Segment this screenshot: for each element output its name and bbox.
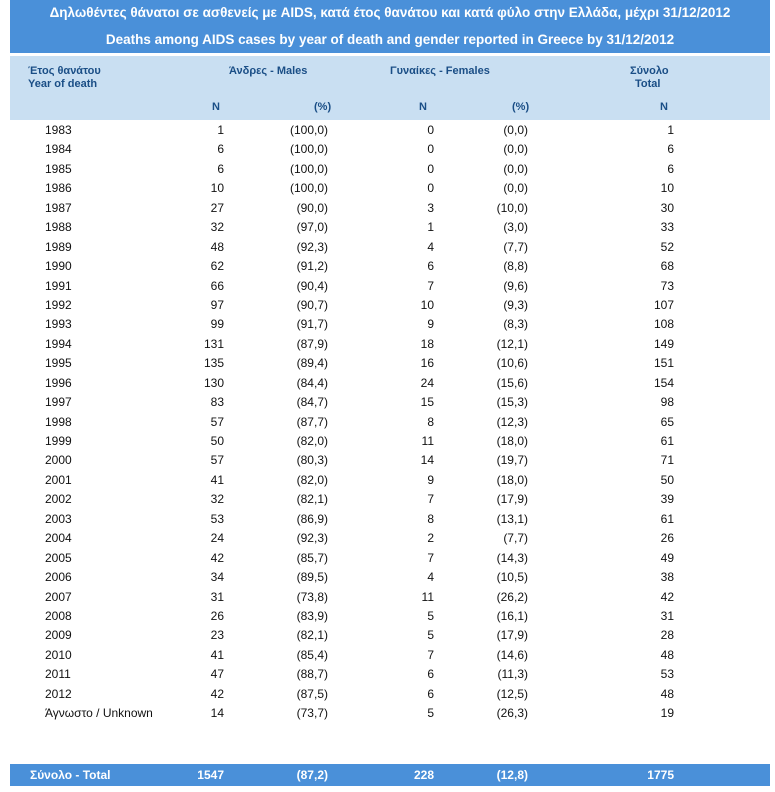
cell-male-n: 26 (210, 608, 224, 623)
table-row (10, 295, 770, 314)
cell-male-n: 42 (210, 686, 224, 701)
cell-male-pct: (84,7) (296, 395, 328, 410)
cell-male-n: 14 (210, 706, 224, 721)
cell-female-pct: (17,9) (496, 628, 528, 643)
cell-total-n: 6 (667, 161, 674, 176)
cell-male-pct: (83,9) (296, 608, 328, 623)
cell-total-n: 48 (660, 647, 674, 662)
cell-male-pct: (100,0) (289, 123, 328, 137)
cell-female-n: 6 (427, 686, 434, 701)
table-row (10, 509, 770, 528)
cell-year: 1984 (45, 142, 72, 157)
cell-male-n: 50 (210, 434, 224, 448)
cell-year: 2009 (45, 628, 72, 643)
cell-year: 1995 (45, 356, 72, 371)
table-row (10, 276, 770, 295)
table-row (10, 198, 770, 217)
cell-male-pct: (92,3) (296, 239, 328, 254)
cell-year: 1997 (45, 395, 72, 410)
cell-male-n: 83 (210, 395, 224, 410)
cell-female-n: 5 (427, 628, 434, 643)
cell-total-n: 61 (660, 511, 674, 526)
cell-male-n: 31 (210, 589, 224, 604)
cell-female-n: 7 (427, 492, 434, 507)
cell-female-pct: (14,3) (496, 550, 528, 565)
cell-male-n: 1 (217, 123, 224, 137)
cell-year: 1998 (45, 414, 72, 429)
header-females: Γυναίκες - Females (390, 65, 490, 77)
cell-female-pct: (9,6) (503, 278, 528, 293)
cell-female-pct: (10,5) (496, 570, 528, 585)
cell-male-pct: (88,7) (296, 667, 328, 682)
cell-female-n: 18 (420, 336, 434, 351)
cell-male-pct: (89,5) (296, 570, 328, 585)
cell-female-pct: (26,2) (496, 589, 528, 604)
table-row (10, 256, 770, 275)
cell-total-n: 68 (660, 259, 674, 274)
table-row (10, 334, 770, 353)
cell-year: 1994 (45, 336, 72, 351)
cell-total-n: 151 (653, 356, 674, 371)
table-row (10, 528, 770, 547)
cell-year: 1987 (45, 200, 72, 215)
cell-female-pct: (8,3) (503, 317, 528, 332)
cell-male-pct: (100,0) (289, 181, 328, 196)
cell-total-n: 49 (660, 550, 674, 565)
table-header (10, 56, 770, 120)
table-row (10, 217, 770, 236)
cell-male-n: 62 (210, 259, 224, 274)
cell-male-n: 32 (210, 492, 224, 507)
header-year-english: Year of death (28, 78, 98, 90)
cell-male-pct: (87,9) (296, 336, 328, 351)
cell-female-n: 14 (420, 453, 434, 468)
total-male-pct: (87,2) (296, 768, 328, 782)
cell-male-n: 131 (203, 336, 224, 351)
cell-year: 1991 (45, 278, 72, 293)
cell-year: Άγνωστο / Unknown (45, 706, 153, 721)
cell-female-n: 5 (427, 706, 434, 721)
cell-year: 2011 (45, 667, 71, 682)
table-row (10, 645, 770, 664)
cell-male-n: 10 (210, 181, 224, 196)
cell-female-pct: (12,3) (496, 414, 528, 429)
cell-female-pct: (7,7) (503, 239, 528, 254)
cell-female-pct: (0,0) (503, 123, 528, 137)
cell-male-pct: (87,5) (296, 686, 328, 701)
table-row (10, 237, 770, 256)
cell-year: 1993 (45, 317, 72, 332)
cell-male-n: 41 (210, 472, 224, 487)
cell-total-n: 61 (660, 434, 674, 448)
cell-total-n: 98 (660, 395, 674, 410)
cell-female-pct: (18,0) (496, 472, 528, 487)
cell-female-n: 9 (427, 472, 434, 487)
cell-female-n: 5 (427, 608, 434, 623)
cell-total-n: 39 (660, 492, 674, 507)
cell-female-pct: (14,6) (496, 647, 528, 662)
cell-total-n: 26 (660, 531, 674, 546)
table-row (10, 703, 770, 722)
cell-male-n: 57 (210, 453, 224, 468)
cell-total-n: 42 (660, 589, 674, 604)
cell-female-pct: (18,0) (496, 434, 528, 448)
cell-male-n: 57 (210, 414, 224, 429)
cell-female-pct: (9,3) (503, 297, 528, 312)
cell-female-n: 0 (427, 142, 434, 157)
cell-year: 2002 (45, 492, 72, 507)
header-males: Άνδρες - Males (229, 65, 308, 77)
cell-male-pct: (73,8) (296, 589, 328, 604)
cell-male-pct: (100,0) (289, 161, 328, 176)
cell-female-n: 6 (427, 667, 434, 682)
cell-male-pct: (80,3) (296, 453, 328, 468)
table-row (10, 450, 770, 469)
cell-female-pct: (16,1) (496, 608, 528, 623)
cell-year: 2007 (45, 589, 72, 604)
total-female-pct: (12,8) (496, 768, 528, 782)
cell-male-pct: (82,0) (296, 434, 328, 448)
cell-male-pct: (91,7) (296, 317, 328, 332)
cell-male-pct: (91,2) (296, 259, 328, 274)
table-row (10, 159, 770, 178)
cell-male-n: 48 (210, 239, 224, 254)
cell-female-n: 0 (427, 161, 434, 176)
cell-year: 1996 (45, 375, 72, 390)
cell-female-pct: (10,0) (496, 200, 528, 215)
cell-male-n: 24 (210, 531, 224, 546)
cell-female-n: 8 (427, 414, 434, 429)
table-row (10, 139, 770, 158)
cell-female-n: 10 (420, 297, 434, 312)
cell-total-n: 52 (660, 239, 674, 254)
cell-male-pct: (90,0) (296, 200, 328, 215)
cell-male-n: 6 (217, 161, 224, 176)
cell-male-n: 135 (203, 356, 224, 371)
cell-male-n: 42 (210, 550, 224, 565)
cell-male-pct: (90,4) (296, 278, 328, 293)
table-row (10, 664, 770, 683)
cell-year: 2004 (45, 531, 72, 546)
cell-female-n: 11 (421, 434, 434, 448)
title-greek: Δηλωθέντες θάνατοι σε ασθενείς με AIDS, κατά έτος θανάτου και κατά φύλο στην Ελλάδα, μέχρι 31/12/2012 (49, 5, 731, 20)
table-body (10, 120, 770, 723)
total-female-n: 228 (413, 768, 434, 782)
cell-total-n: 10 (660, 181, 674, 196)
cell-male-pct: (85,4) (296, 647, 328, 662)
cell-total-n: 30 (660, 200, 674, 215)
cell-year: 1985 (45, 161, 72, 176)
cell-female-pct: (10,6) (496, 356, 528, 371)
cell-female-n: 24 (420, 375, 434, 390)
cell-female-pct: (0,0) (503, 181, 528, 196)
cell-male-pct: (89,4) (296, 356, 328, 371)
cell-male-pct: (82,1) (296, 628, 328, 643)
table-row (10, 489, 770, 508)
cell-female-pct: (7,7) (503, 531, 528, 546)
table-row (10, 548, 770, 567)
cell-total-n: 149 (653, 336, 674, 351)
cell-female-n: 3 (427, 200, 434, 215)
cell-female-pct: (17,9) (496, 492, 528, 507)
cell-male-n: 53 (210, 511, 224, 526)
cell-female-n: 4 (427, 239, 434, 254)
cell-total-n: 107 (653, 297, 674, 312)
cell-year: 1989 (45, 239, 72, 254)
cell-female-n: 0 (427, 123, 434, 137)
cell-year: 2005 (45, 550, 72, 565)
cell-male-n: 97 (210, 297, 224, 312)
header-total-english: Total (635, 78, 661, 90)
cell-female-pct: (11,3) (497, 667, 528, 682)
cell-total-n: 154 (653, 375, 674, 390)
cell-total-n: 53 (660, 667, 674, 682)
cell-year: 2008 (45, 608, 72, 623)
total-n: 1775 (647, 768, 674, 782)
cell-female-n: 15 (420, 395, 434, 410)
cell-female-pct: (0,0) (503, 161, 528, 176)
cell-male-pct: (84,4) (296, 375, 328, 390)
cell-year: 1986 (45, 181, 72, 196)
total-row (10, 764, 770, 786)
header-pct-male: (%) (314, 101, 332, 113)
cell-year: 1992 (45, 297, 72, 312)
cell-female-pct: (15,6) (496, 375, 528, 390)
cell-total-n: 50 (660, 472, 674, 487)
cell-total-n: 38 (660, 570, 674, 585)
title-english: Deaths among AIDS cases by year of death and gender reported in Greece by 31/12/2012 (105, 32, 675, 47)
cell-year: 1999 (45, 434, 72, 448)
cell-female-pct: (12,1) (496, 336, 528, 351)
cell-total-n: 71 (660, 453, 674, 468)
title-bar (10, 0, 770, 53)
table-row (10, 606, 770, 625)
cell-male-n: 6 (217, 142, 224, 157)
cell-male-n: 27 (210, 200, 224, 215)
cell-total-n: 73 (660, 278, 674, 293)
cell-female-n: 7 (427, 647, 434, 662)
cell-female-n: 6 (427, 259, 434, 274)
cell-total-n: 1 (667, 123, 674, 137)
cell-total-n: 28 (660, 628, 674, 643)
cell-male-pct: (85,7) (296, 550, 328, 565)
table-row (10, 587, 770, 606)
header-n-total: N (660, 101, 668, 113)
table-row (10, 567, 770, 586)
cell-female-n: 1 (427, 220, 434, 235)
header-year-greek: Έτος θανάτου (28, 65, 101, 77)
table-row (10, 684, 770, 703)
cell-female-n: 4 (427, 570, 434, 585)
cell-year: 2010 (45, 647, 72, 662)
cell-year: 1983 (45, 123, 72, 137)
cell-female-pct: (8,8) (503, 259, 528, 274)
cell-year: 2000 (45, 453, 72, 468)
table-row (10, 470, 770, 489)
cell-total-n: 48 (660, 686, 674, 701)
cell-total-n: 108 (653, 317, 674, 332)
cell-male-n: 41 (210, 647, 224, 662)
cell-female-pct: (0,0) (503, 142, 528, 157)
cell-male-pct: (100,0) (289, 142, 328, 157)
cell-total-n: 65 (660, 414, 674, 429)
table-row (10, 353, 770, 372)
cell-year: 2001 (45, 472, 72, 487)
total-male-n: 1547 (197, 768, 224, 782)
header-pct-female: (%) (512, 101, 530, 113)
cell-male-pct: (97,0) (296, 220, 328, 235)
cell-female-pct: (19,7) (496, 453, 528, 468)
cell-male-n: 34 (210, 570, 224, 585)
table-row (10, 431, 770, 450)
cell-year: 2012 (45, 686, 72, 701)
cell-male-n: 47 (210, 667, 224, 682)
cell-female-n: 0 (427, 181, 434, 196)
cell-female-n: 2 (427, 531, 434, 546)
table-row (10, 178, 770, 197)
cell-male-pct: (92,3) (296, 531, 328, 546)
cell-total-n: 6 (667, 142, 674, 157)
cell-male-pct: (86,9) (296, 511, 328, 526)
cell-total-n: 33 (660, 220, 674, 235)
cell-female-n: 16 (420, 356, 434, 371)
cell-female-n: 7 (427, 550, 434, 565)
cell-year: 2003 (45, 511, 72, 526)
cell-male-pct: (82,0) (296, 472, 328, 487)
cell-female-pct: (3,0) (503, 220, 528, 235)
cell-year: 1988 (45, 220, 72, 235)
cell-male-pct: (87,7) (296, 414, 328, 429)
cell-male-n: 130 (203, 375, 224, 390)
cell-male-pct: (90,7) (296, 297, 328, 312)
table-row (10, 625, 770, 644)
header-total-greek: Σύνολο (630, 65, 669, 77)
cell-male-n: 66 (210, 278, 224, 293)
cell-male-pct: (82,1) (296, 492, 328, 507)
cell-female-n: 8 (427, 511, 434, 526)
cell-female-pct: (26,3) (496, 706, 528, 721)
cell-female-pct: (13,1) (496, 511, 528, 526)
total-label: Σύνολο - Total (30, 768, 111, 782)
cell-female-n: 11 (421, 589, 434, 604)
cell-female-n: 9 (427, 317, 434, 332)
table-row (10, 373, 770, 392)
cell-female-pct: (12,5) (496, 686, 528, 701)
cell-male-n: 23 (210, 628, 224, 643)
cell-female-pct: (15,3) (496, 395, 528, 410)
cell-female-n: 7 (427, 278, 434, 293)
cell-male-pct: (73,7) (296, 706, 328, 721)
cell-year: 1990 (45, 259, 72, 274)
cell-year: 2006 (45, 570, 72, 585)
table-row (10, 392, 770, 411)
table-row (10, 314, 770, 333)
header-n-female: N (419, 101, 427, 113)
table-row (10, 412, 770, 431)
table-row (10, 120, 770, 139)
cell-male-n: 99 (210, 317, 224, 332)
cell-male-n: 32 (210, 220, 224, 235)
cell-total-n: 19 (660, 706, 674, 721)
cell-total-n: 31 (660, 608, 674, 623)
header-n-male: N (212, 101, 220, 113)
